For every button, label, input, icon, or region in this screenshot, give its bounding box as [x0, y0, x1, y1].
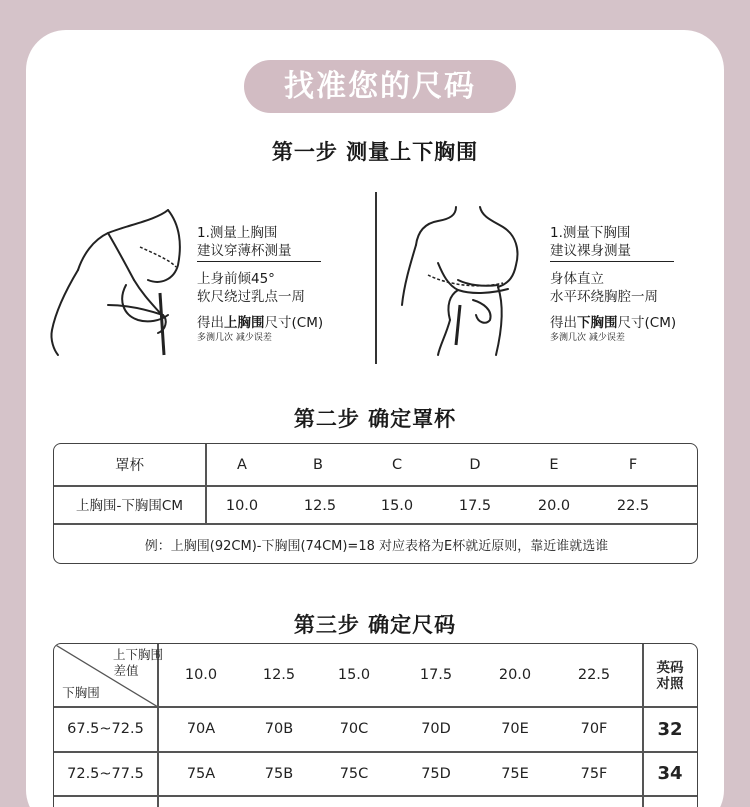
- table-row-range: 67.5~72.5: [67, 721, 144, 737]
- size-cell: 75E: [501, 765, 529, 782]
- diff-cell: 17.5: [458, 498, 492, 514]
- size-table: [53, 643, 698, 807]
- uk-size-header: 英码 对照: [656, 660, 684, 692]
- measure-upper-bust-illustration: [48, 205, 188, 360]
- cup-cell: D: [469, 456, 481, 473]
- size-cell: 75B: [264, 765, 294, 782]
- size-cell: 75C: [339, 765, 369, 782]
- diff-cell: 15.0: [380, 498, 414, 514]
- size-diff-header: 20.0: [498, 667, 532, 683]
- cup-cell: C: [391, 456, 403, 473]
- size-diff-header: 10.0: [184, 667, 218, 683]
- size-cell: 70B: [264, 721, 294, 737]
- measure-under-bust-illustration: [398, 205, 528, 360]
- cup-cell: A: [237, 456, 247, 473]
- cup-cell: F: [628, 456, 638, 473]
- cup-row-label: 罩杯: [115, 458, 144, 474]
- diff-cell: 20.0: [537, 498, 571, 514]
- under-bust-instructions: 1.测量下胸围 建议裸身测量 身体直立 水平环绕胸腔一周 得出下胸围尺寸(CM) 多测几次 减少误差: [550, 225, 677, 343]
- size-cell: 70C: [339, 721, 369, 737]
- cup-table: [53, 443, 698, 564]
- cup-example-note: 例：上胸围(92CM)-下胸围(74CM)=18 对应表格为E杯就近原则，靠近谁就选谁: [144, 538, 609, 554]
- size-diff-header: 15.0: [337, 667, 371, 683]
- size-diff-header: 22.5: [577, 667, 611, 683]
- step3-title: 第三步 确定尺码: [293, 613, 457, 637]
- diff-cell: 22.5: [616, 498, 650, 514]
- table-row-range: 72.5~77.5: [67, 765, 144, 782]
- diff-row-label: 上胸围-下胸围CM: [76, 498, 183, 514]
- uk-size-cell: 32: [657, 718, 683, 740]
- size-diff-header: 12.5: [262, 667, 296, 683]
- upper-bust-instructions: 1.测量上胸围 建议穿薄杯测量 上身前倾45° 软尺绕过乳点一周 得出上胸围尺寸(CM) 多测几次 减少误差: [197, 225, 324, 343]
- size-cell: 70D: [421, 721, 451, 737]
- size-diff-header: 17.5: [419, 667, 453, 683]
- size-cell: 75F: [580, 765, 608, 782]
- size-cell: 75D: [421, 765, 451, 782]
- corner-label-top2: 差值: [113, 663, 139, 678]
- uk-size-cell: 34: [657, 763, 683, 784]
- corner-label-top: 上下胸围: [112, 647, 163, 662]
- step2-title: 第二步 确定罩杯: [293, 407, 457, 431]
- page-title: 找准您的尺码: [244, 60, 516, 113]
- step1-divider: [375, 192, 377, 364]
- diff-cell: 10.0: [225, 498, 259, 514]
- cup-cell: E: [549, 456, 559, 473]
- cup-cell: B: [313, 456, 323, 473]
- corner-label-bottom: 下胸围: [62, 685, 100, 700]
- size-cell: 70F: [580, 721, 608, 737]
- diff-cell: 12.5: [303, 498, 337, 514]
- size-cell: 75A: [186, 765, 216, 782]
- size-cell: 70E: [501, 721, 529, 737]
- step1-title: 第一步 测量上下胸围: [271, 140, 479, 164]
- size-cell: 70A: [186, 721, 216, 737]
